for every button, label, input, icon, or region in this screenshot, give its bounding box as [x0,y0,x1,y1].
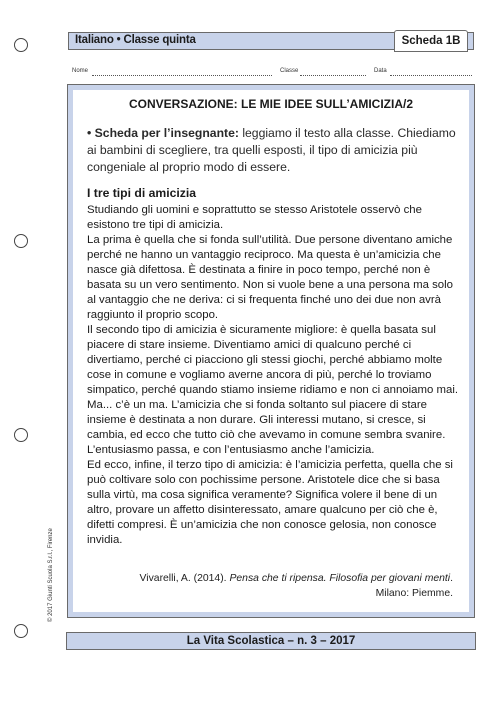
paragraph-second-type: Il secondo tipo di amicizia è sicuramente migliore: è quella basata sul piacere di stare insieme. Diventiamo amici di qualcuno perché ci divertiamo, perché ci piacciono gli stessi giochi, perché abbiamo molte cose in comune e vogliamo averne ancora di più, perché lo troviamo simpatico, perché quando stiamo insieme ridiamo e non ci annoiamo mai. Ma... c’è un ma. L’amicizia che si fonda soltanto sul piacere di stare insieme è destinata a non durare. Gli interessi mutano, si cresce, si cambia, ed ecco che tutto ciò che avevamo in comune sembra svanire. L’entusiasmo passa, e con l’entusiasmo anche l’amicizia. [87,324,459,456]
citation-place: Milano: Piemme. [375,588,453,599]
name-line [92,75,272,76]
citation-author: Vivarelli, A. (2014). [139,573,227,584]
date-line [390,75,472,76]
reading-text [87,203,459,548]
citation: Vivarelli, A. (2014). Pensa che ti ripensa. Filosofia per giovani menti. Milano: Piemme. [139,573,453,599]
class-line [300,75,366,76]
paragraph-third-type: Ed ecco, infine, il terzo tipo di amicizia: è l’amicizia perfetta, quella che si può coltivare solo con pochissime persone. Aristotele dice che si basa sulla virtù, ma cosa significa veramente? Significa volere il bene di un altro, provare un affetto disinteressato, amare qualcuno per ciò che è, difetti compresi. È un’amicizia che non conosce gelosia, non conosce invidia. [87,459,453,546]
bullet-icon: • [87,126,95,140]
class-label: Classe [280,68,299,74]
worksheet-title: CONVERSAZIONE: LE MIE IDEE SULL’AMICIZIA/2 [128,97,414,111]
citation-title: Pensa che ti ripensa. Filosofia per giovani menti [229,573,451,584]
section-subtitle: I tre tipi di amicizia [87,186,197,200]
binder-hole-4 [14,624,28,638]
subject-label: Italiano • Classe quinta [75,34,196,46]
binder-hole-2 [14,234,28,248]
worksheet-panel [73,90,469,612]
date-label: Data [374,68,387,74]
teacher-note-text: leggiamo il testo alla classe. Chiediamo ai bambini di scegliere, tra quelli esposti, il tipo di amicizia più congeniale al proprio modo di essere. [87,126,456,174]
worksheet-card [67,84,475,618]
teacher-note [87,125,459,176]
sheet-tab: Scheda 1B [394,30,468,52]
binder-hole-3 [14,428,28,442]
footer-band: La Vita Scolastica – n. 3 – 2017 [66,632,476,650]
paragraph-intro: Studiando gli uomini e soprattutto se stesso Aristotele osservò che esistono tre tipi di amicizia. [87,204,422,231]
paragraph-first-type: La prima è quella che si fonda sull’utilità. Due persone diventano amiche perché ne hanno un vantaggio reciproco. Ma questa è un’amicizia che nasce già difettosa. È destinata a finire in poco tempo, perché non è basata su un vero sentimento. Non si vuole bene a una persona ma solo al vantaggio che ne deriva: ci si frequenta finché uno dei due non avrà raggiunto il proprio scopo. [87,234,453,321]
student-fields [72,68,472,78]
name-label: Nome [72,68,89,74]
teacher-note-label: Scheda per l’insegnante: [94,126,239,140]
binder-hole-1 [14,38,28,52]
